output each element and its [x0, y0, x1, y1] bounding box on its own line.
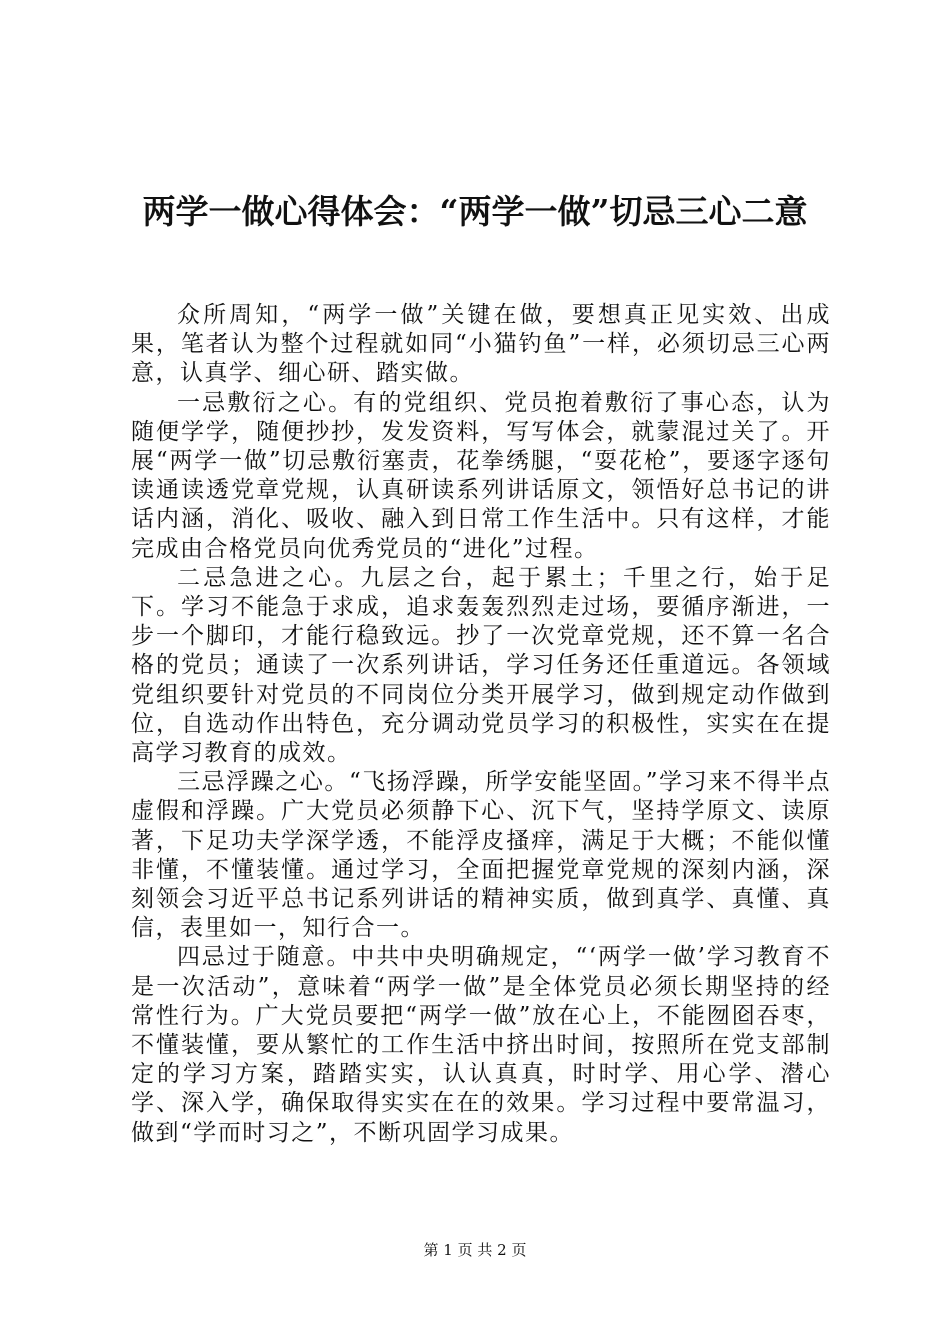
page-number: 第 1 页 共 2 页	[423, 1241, 527, 1259]
document-title: 两学一做心得体会：“两学一做”切忌三心二意	[142, 192, 808, 232]
paragraph-point-2: 二忌急进之心。九层之台，起于累土；千里之行，始于足下。学习不能急于求成，追求轰轰烈烈走过场，要循序渐进，一步一个脚印，才能行稳致远。抄了一次党章党规，还不算一名合格的党员；通读了一次系列讲话，学习任务还任重道远。各领域党组织要针对党员的不同岗位分类开展学习，做到规定动作做到位，自选动作出特色，充分调动党员学习的积极性，实实在在提高学习教育的成效。	[131, 564, 831, 767]
paragraph-intro: 众所周知，“两学一做”关键在做，要想真正见实效、出成果，笔者认为整个过程就如同“小猫钓鱼”一样，必须切忌三心两意，认真学、细心研、踏实做。	[131, 302, 831, 387]
document-body	[131, 301, 831, 1148]
paragraph-point-4: 四忌过于随意。中共中央明确规定，“‘两学一做’学习教育不是一次活动”，意味着“两学一做”是全体党员必须长期坚持的经常性行为。广大党员要把“两学一做”放在心上，不能囫囵吞枣，不懂装懂，要从繁忙的工作生活中挤出时间，按照所在党支部制定的学习方案，踏踏实实，认认真真，时时学、用心学、潜心学、深入学，确保取得实实在在的效果。学习过程中要常温习，做到“学而时习之”，不断巩固学习成果。	[131, 944, 831, 1146]
page-footer	[0, 1240, 950, 1260]
paragraph-point-3: 三忌浮躁之心。“飞扬浮躁，所学安能坚固。”学习来不得半点虚假和浮躁。广大党员必须静下心、沉下气，坚持学原文、读原著，下足功夫学深学透，不能浮皮搔痒，满足于大概；不能似懂非懂，不懂装懂。通过学习，全面把握党章党规的深刻内涵，深刻领会习近平总书记系列讲话的精神实质，做到真学、真懂、真信，表里如一，知行合一。	[131, 769, 831, 942]
paragraph-point-1: 一忌敷衍之心。有的党组织、党员抱着敷衍了事心态，认为随便学学，随便抄抄，发发资料，写写体会，就蒙混过关了。开展“两学一做”切忌敷衍塞责，花拳绣腿，“耍花枪”，要逐字逐句读通读透党章党规，认真研读系列讲话原文，领悟好总书记的讲话内涵，消化、吸收、融入到日常工作生活中。只有这样，才能完成由合格党员向优秀党员的“进化”过程。	[131, 389, 831, 562]
